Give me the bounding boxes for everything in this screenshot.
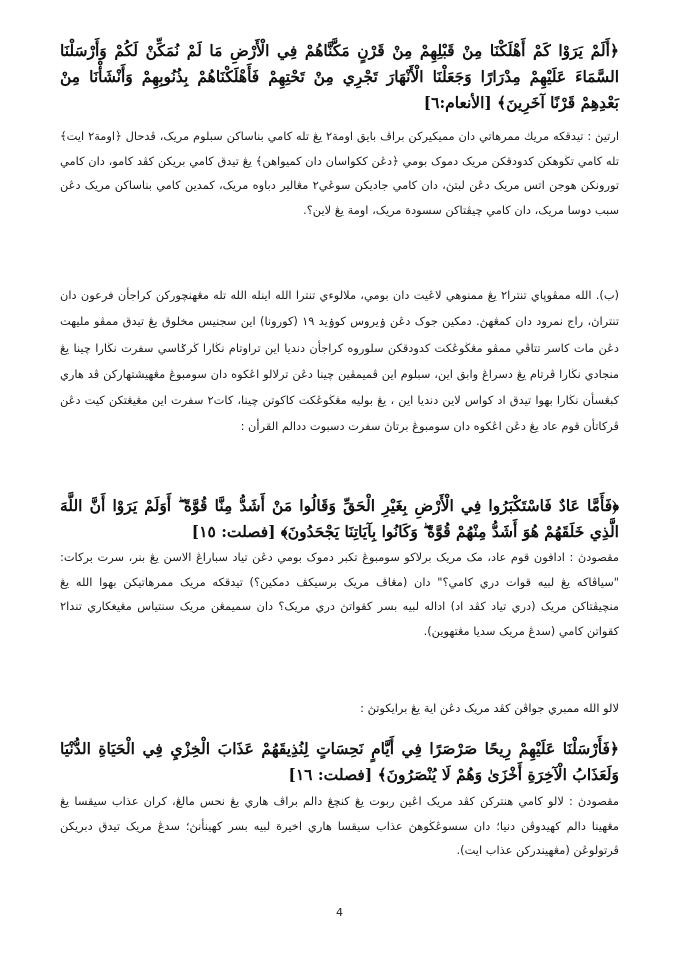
- intro-fussilat-16: لالو الله ممبري جواڤن کڤد مريک دڠن اية يڠ برايکوتڽ :: [360, 701, 619, 715]
- page-number: 4: [336, 906, 343, 919]
- verse-al-anam-6: ﴿أَلَمْ يَرَوْا كَمْ أَهْلَكْنَا مِنْ قَبْلِهِمْ مِنْ قَرْنٍ مَكَّنَّاهُمْ فِي الْأَرْضِ مَا لَمْ نُمَكِّنْ لَكُمْ وَأَرْسَلْنَا السَّمَاءَ عَلَيْهِمْ مِدْرَارًا وَجَعَلْنَا الْأَنْهَارَ تَجْرِي مِنْ تَحْتِهِمْ فَأَهْلَكْنَاهُمْ بِذُنُوبِهِمْ وَأَنْشَأْنَا مِنْ بَعْدِهِمْ قَرْنًا آخَرِينَ﴾ [الأنعام:٦]: [60, 41, 619, 112]
- verse-fussilat-15-translation: مقصودڽ : ادافون قوم عاد، مک مريک برلاکو سومبوڠ تکبر دموک بومي دڠن تياد سباراڠ الاسن يڠ بنر، سرت برکات: "سياڤاکه يڠ لبيه قوات دري کامي؟" دان (مڠاڤ مريک برسيکڤ دمکين؟) تيدقکه مريک ممرهاتيکن بهوا الله يڠ منچيڤتاکن مريک (دري تياد کڤد اد) اداله لبيه بسر کقواتڽ دري مريک؟ دان سميمڠن مريک سنتياس مڠيغکاري تندا٢ کقواتن کامي (سدڠ مريک سديا مڠتهوين).: [60, 550, 619, 638]
- verse-fussilat-16-translation: مقصودڽ : لالو کامي هنترکن کڤد مريک اڠين ربوت يڠ کنچڠ دالم براڤ هاري يڠ نحس مالڠ، کران عذاب سيقسا يڠ مڠهينا دالم کهيدوڤن دنيا؛ دان سسوڠڬوهڽ عذاب سيقسا هاري اخيرة لبيه بسر کهينأنڽ؛ سدڠ مريک تيدق دبريکن ڤرتولوڠن (مڠهيندرکن عذاب ايت).: [60, 794, 619, 857]
- verse-al-anam-6-translation: ارتيڽ : تيدقكه مريك ممرهاتي دان مميكيرکن براڤ بايق اومة٢ يڠ تله کامي بناساکن سبلوم مريک، ڤدحال ﴿اومة٢ ايت﴾ تله کامي تڬوهکن کدودقکن مريک دموک بومي ﴿دڠن ککواسان دان کميواهن﴾ يڠ تيدق کامي بريکن کڤد کامو، دان کامي تورونکن هوجن اتس مريک دڠن لبتڽ، دان کامي جاديکن سوڠي٢ مڠالير دباوه مريک، کمدين کامي بناساکن مريک دڠن سبب دوسا مريک، دان کامي چيڤتاکن سسودة مريک، اومة يڠ لاين؟.: [60, 129, 619, 217]
- verse-fussilat-16: ﴿فَأَرْسَلْنَا عَلَيْهِمْ رِيحًا صَرْصَرًا فِي أَيَّامٍ نَحِسَاتٍ لِنُذِيقَهُمْ عَذَابَ الْخِزْيِ فِي الْحَيَاةِ الدُّنْيَا وَلَعَذَابُ الْآخِرَةِ أَخْزَىٰ وَهُمْ لَا يُنْصَرُونَ﴾ [فصلت: ١٦]: [60, 739, 619, 784]
- verse-fussilat-15: ﴿فَأَمَّا عَادٌ فَاسْتَكْبَرُوا فِي الْأَرْضِ بِغَيْرِ الْحَقِّ وَقَالُوا مَنْ أَشَدُّ مِنَّا قُوَّةً ۖ أَوَلَمْ يَرَوْا أَنَّ اللَّهَ الَّذِي خَلَقَهُمْ هُوَ أَشَدُّ مِنْهُمْ قُوَّةً ۖ وَكَانُوا بِآيَاتِنَا يَجْحَدُونَ﴾ [فصلت: ١٥]: [60, 496, 619, 541]
- paragraph-b: (ب). الله ممڤوڽاي تنترا٢ يڠ ممنوهي لاڠيت دان بومي، ملالوءي تنترا الله اينله الله تله مڠهنچورکن کراجأن فرعون دان تنتراڽ، راج نمرود دان کمڠهڽ. دمکين جوک دڠن ۏيروس کوۏيد ١٩ (کورونا) اين سجنيس مخلوق يڠ تيدق ممڤو مليهت دڠن مات کاسر تتاڤي ممڤو مڠڬوڠکت کدودقکن سلوروه کراجأن دنديا اين تراوتام نڬارا ڬرݢاسي سفرت نڬارا چينا يڠ منجادي نڬارا ڤرتام يڠ دسراڠ وابق اين، سبلوم اين ڤميمڤين چينا دڠن ترلالو اڠکوه دان سومبوڠ مڠهيشتهارکن ڤد هاري کبڠسأن نڬارا بهوا تيدق اد کواس لاين دنديا اين ، يڠ بوليه مڠڬوڠکت کاکوتن چينا، کات٢ سفرت اين مڠيڠتکن کيت دڠن ڤرکاتأن قوم عاد يڠ دڠن اڠکوه دان سومبوڠ برتاڽ سفرت دسبوت ددالم القرأن :: [60, 288, 620, 434]
